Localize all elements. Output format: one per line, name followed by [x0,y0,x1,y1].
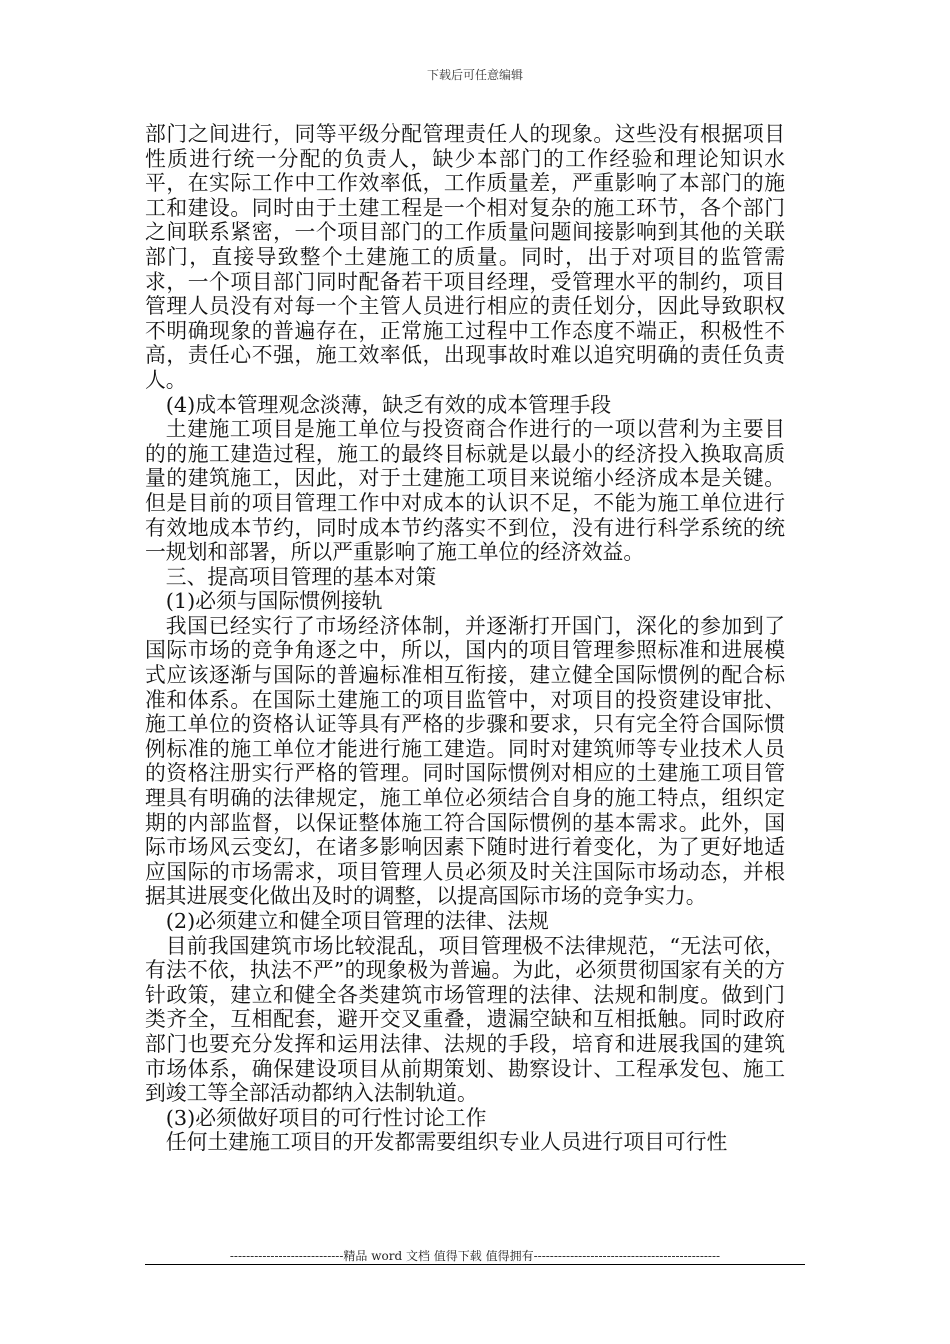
paragraph: 目前我国建筑市场比较混乱，项目管理极不法律规范，“无法可依，有法不依，执法不严”的现象极为普遍。为此，必须贯彻国家有关的方针政策，建立和健全各类建筑市场管理的法律、法规和制度。做到门类齐全，互相配套，避开交叉重叠，遗漏空缺和互相抵触。同时政府部门也要充分发挥和运用法律、法规的手段，培育和进展我国的建筑市场体系，确保建设项目从前期策划、勘察设计、工程承发包、施工到竣工等全部活动都纳入法制轨道。 [145,933,785,1106]
paragraph: 土建施工项目是施工单位与投资商合作进行的一项以营利为主要目的的施工建造过程，施工的最终目标就是以最小的经济投入换取高质量的建筑施工，因此，对于土建施工项目来说缩小经济成本是关键。但是目前的项目管理工作中对成本的认识不足，不能为施工单位进行有效地成本节约，同时成本节约落实不到位，没有进行科学系统的统一规划和部署，所以严重影响了施工单位的经济效益。 [145,417,785,565]
section-heading: (4)成本管理观念淡薄，缺乏有效的成本管理手段 [165,392,612,417]
section-heading: (1)必须与国际惯例接轨 [165,589,383,614]
footer-divider [145,1264,805,1265]
section-heading: (3)必须做好项目的可行性讨论工作 [165,1105,487,1130]
paragraph: 任何土建施工项目的开发都需要组织专业人员进行项目可行性 [165,1130,728,1155]
page-footer: ----------------------------精品 word 文档 值得下载 值得拥有---------------------------------------------- [229,1249,721,1263]
document-body [145,122,785,1155]
section-heading: 三、提高项目管理的基本对策 [165,564,437,589]
paragraph: 我国已经实行了市场经济体制，并逐渐打开国门，深化的参加到了国际市场的竞争角逐之中，所以，国内的项目管理参照标准和进展模式应该逐渐与国际的普遍标准相互衔接，建立健全国际惯例的配合标准和体系。在国际土建施工的项目监管中，对项目的投资建设审批、施工单位的资格认证等具有严格的步骤和要求，只有完全符合国际惯例标准的施工单位才能进行施工建造。同时对建筑师等专业技术人员的资格注册实行严格的管理。同时国际惯例对相应的土建施工项目管理具有明确的法律规定，施工单位必须结合自身的施工特点，组织定期的内部监督，以保证整体施工符合国际惯例的基本需求。此外，国际市场风云变幻，在诸多影响因素下随时进行着变化，为了更好地适应国际的市场需求，项目管理人员必须及时关注国际市场动态，并根据其进展变化做出及时的调整，以提高国际市场的竞争实力。 [145,613,785,909]
page-header: 下载后可任意编辑 [426,68,523,82]
paragraph: 部门之间进行，同等平级分配管理责任人的现象。这些没有根据项目性质进行统一分配的负责人，缺少本部门的工作经验和理论知识水平，在实际工作中工作效率低，工作质量差，严重影响了本部门的施工和建设。同时由于土建工程是一个相对复杂的施工环节，各个部门之间联系紧密，一个项目部门的工作质量问题间接影响到其他的关联部门，直接导致整个土建施工的质量。同时，出于对项目的监管需求，一个项目部门同时配备若干项目经理，受管理水平的制约，项目管理人员没有对每一个主管人员进行相应的责任划分，因此导致职权不明确现象的普遍存在，正常施工过程中工作态度不端正，积极性不高，责任心不强，施工效率低，出现事故时难以追究明确的责任负责人。 [145,122,785,392]
section-heading: (2)必须建立和健全项目管理的法律、法规 [165,909,549,933]
